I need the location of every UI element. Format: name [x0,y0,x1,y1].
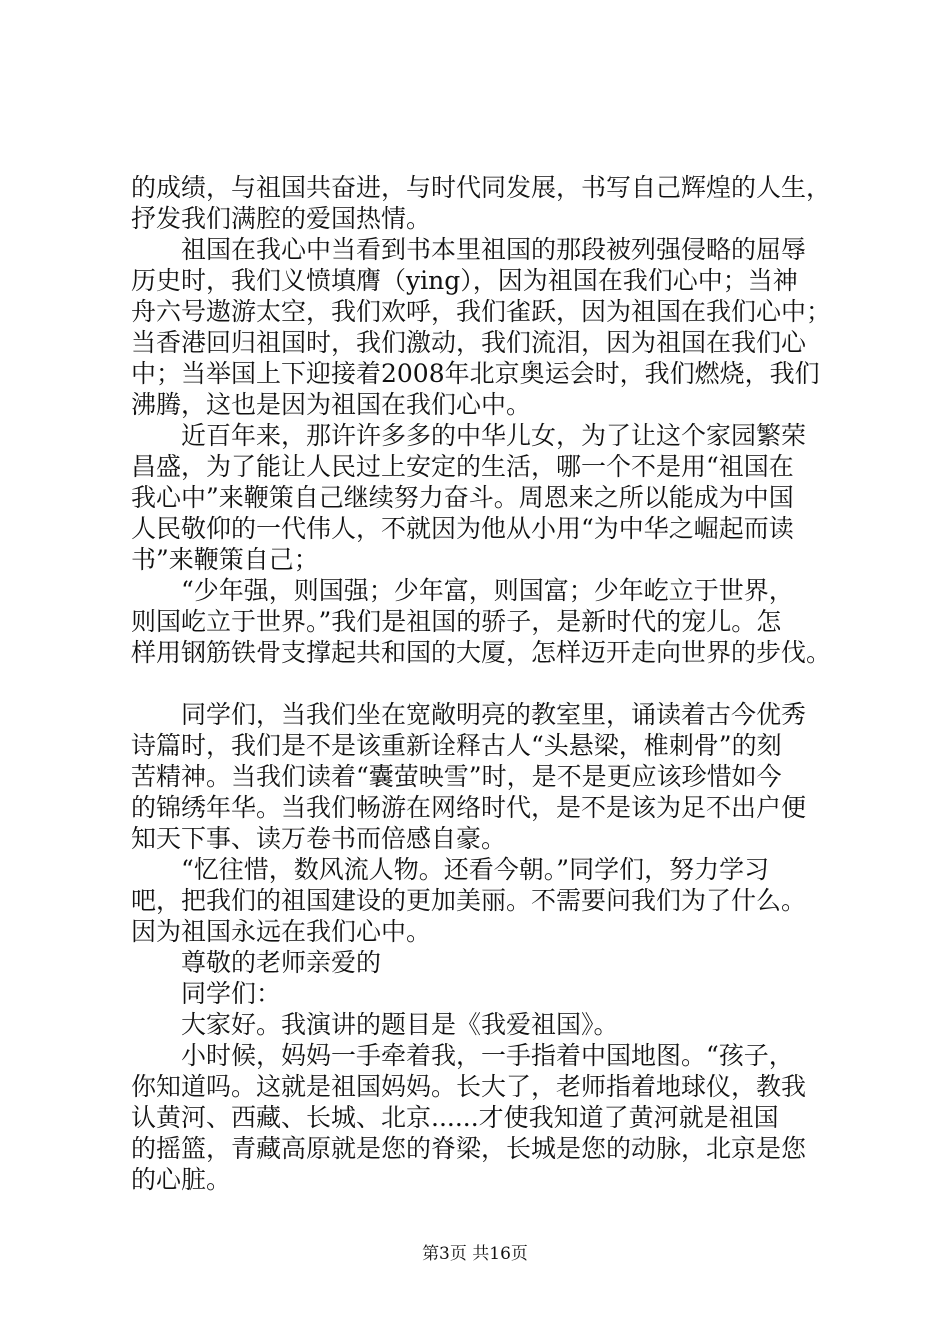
text-line: 的成绩，与祖国共奋进，与时代同发展，书写自己辉煌的人生， [131,173,832,202]
text-line: 沸腾，这也是因为祖国在我们心中。 [131,390,532,419]
text-line: “少年强，则国强；少年富，则国富；少年屹立于世界， [181,576,794,605]
blank-line [131,668,831,699]
text-line: 祖国在我心中当看到书本里祖国的那段被列强侵略的屈辱 [181,235,807,264]
text-line: 的锦绣年华。当我们畅游在网络时代，是不是该为足不出户便 [131,793,807,822]
text-line: 知天下事、读万卷书而倍感自豪。 [131,824,507,853]
text-line: 尊敬的老师亲爱的 [181,948,382,977]
text-line: 我心中”来鞭策自己继续努力奋斗。周恩来之所以能成为中国 [131,483,794,512]
text-line: 人民敬仰的一代伟人，不就因为他从小用“为中华之崛起而读 [131,514,794,543]
text-line: 则国屹立于世界。”我们是祖国的骄子，是新时代的宠儿。怎 [131,607,782,636]
text-line: 小时候，妈妈一手牵着我，一手指着中国地图。“孩子， [181,1041,794,1070]
text-line: 吧，把我们的祖国建设的更加美丽。不需要问我们为了什么。 [131,886,807,915]
text-line: 的心脏。 [131,1165,232,1194]
text-line: 近百年来，那许许多多的中华儿女，为了让这个家园繁荣 [181,421,807,450]
text-line: 样用钢筋铁骨支撑起共和国的大厦，怎样迈开走向世界的步伐。 [131,638,832,667]
text-line: 中；当举国上下迎接着2008年北京奥运会时，我们燃烧，我们 [131,359,820,388]
text-line: 昌盛，为了能让人民过上安定的生活，哪一个不是用“祖国在 [131,452,794,481]
text-line: 历史时，我们义愤填膺（ying），因为祖国在我们心中；当神 [131,266,798,295]
text-line: 的摇篮，青藏高原就是您的脊梁，长城是您的动脉，北京是您 [131,1134,807,1163]
text-line: 大家好。我演讲的题目是《我爱祖国》。 [181,1010,619,1039]
text-line: 诗篇时，我们是不是该重新诠释古人“头悬梁，椎刺骨”的刻 [131,731,782,760]
text-line: 你知道吗。这就是祖国妈妈。长大了，老师指着地球仪，教我 [131,1072,807,1101]
page-number-footer: 第3页 共16页 [422,1244,528,1264]
text-line: 舟六号遨游太空，我们欢呼，我们雀跃，因为祖国在我们心中； [131,297,832,326]
text-line: 当香港回归祖国时，我们激动，我们流泪，因为祖国在我们心 [131,328,807,357]
text-line: 同学们，当我们坐在宽敞明亮的教室里，诵读着古今优秀 [181,700,807,729]
text-line: 认黄河、西藏、长城、北京......才使我知道了黄河就是祖国 [131,1103,779,1132]
text-line: 书”来鞭策自己； [131,545,319,574]
text-line: 同学们： [181,979,282,1008]
document-body [131,172,831,1195]
text-line: “忆往惜，数风流人物。还看今朝。”同学们，努力学习 [181,855,770,884]
text-line: 因为祖国永远在我们心中。 [131,917,432,946]
text-line: 苦精神。当我们读着“囊萤映雪”时，是不是更应该珍惜如今 [131,762,782,791]
text-line: 抒发我们满腔的爱国热情。 [131,204,432,233]
